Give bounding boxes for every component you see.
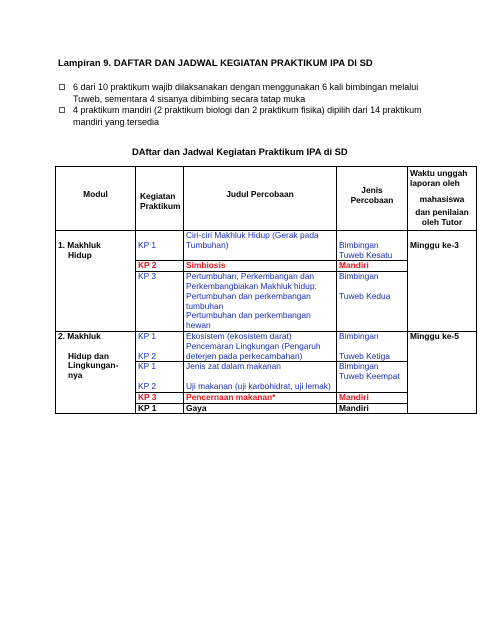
kp-cell: KP 3 bbox=[136, 272, 184, 332]
judul-cell: Ekosistem (ekosistem darat) Pencemaran Lingkungan (Pengaruh deterjen pada perkecambahan) bbox=[184, 331, 337, 361]
judul-cell: Pertumbuhan, Perkembangan dan Perkembangbiakan Makhluk hidup: Pertumbuhan dan perkembangan tumbuhan Pertumbuhan dan perkembangan hewan bbox=[184, 272, 337, 332]
kp-cell: KP 1 bbox=[136, 403, 184, 414]
bullet-item bbox=[58, 82, 438, 105]
table-row bbox=[56, 331, 477, 361]
jenis-cell: Bimbingan Tuweb Kedua bbox=[337, 272, 408, 332]
table-title: DAftar dan Jadwal Kegiatan Praktikum IPA di SD bbox=[132, 146, 348, 157]
header-waktu bbox=[408, 167, 477, 231]
header-waktu-line1: Waktu unggah laporan oleh bbox=[410, 168, 468, 188]
table-row bbox=[56, 230, 477, 260]
jenis-cell: Bimbingan Tuweb Kesatu bbox=[337, 230, 408, 260]
header-waktu-line3: dan penilaian oleh Tutor bbox=[415, 207, 469, 228]
judul-cell: Gaya bbox=[184, 403, 337, 414]
waktu-cell: Minggu ke-3 bbox=[408, 230, 477, 331]
header-waktu-line2: mahasiswa bbox=[419, 193, 465, 204]
checkbox-bullet-icon bbox=[59, 84, 65, 90]
checkbox-bullet-icon bbox=[59, 107, 65, 113]
kp-cell: KP 1 KP 2 bbox=[136, 362, 184, 392]
judul-cell: Jenis zat dalam makanan Uji makanan (uji karbohidrat, uji lemak) bbox=[184, 362, 337, 392]
waktu-cell: Minggu ke-5 bbox=[408, 331, 477, 413]
header-kegiatan: Kegiatan Praktikum bbox=[136, 167, 184, 231]
header-modul: Modul bbox=[56, 167, 136, 231]
modul-cell: 1. Makhluk Hidup bbox=[56, 230, 136, 331]
kp-cell: KP 3 bbox=[136, 392, 184, 403]
judul-cell: Pencernaan makanan* bbox=[184, 392, 337, 403]
schedule-table bbox=[55, 166, 477, 414]
kp-cell: KP 1 bbox=[136, 230, 184, 260]
kp-cell: KP 2 bbox=[136, 261, 184, 272]
judul-cell: Ciri-ciri Makhluk Hidup (Gerak pada Tumbuhan) bbox=[184, 230, 337, 260]
bullet-text: 6 dari 10 praktikum wajib dilaksanakan dengan menggunakan 6 kali bimbingan melalui Tuweb, sementara 4 sisanya dibimbing secara tatap muka bbox=[73, 82, 419, 104]
jenis-cell: Mandiri bbox=[337, 261, 408, 272]
bullet-list bbox=[58, 82, 438, 128]
bullet-item bbox=[58, 105, 438, 128]
page-title: Lampiran 9. DAFTAR DAN JADWAL KEGIATAN PRAKTIKUM IPA DI SD bbox=[58, 57, 373, 68]
jenis-cell: Mandiri bbox=[337, 392, 408, 403]
kp-cell: KP 1 KP 2 bbox=[136, 331, 184, 361]
jenis-cell: Bimbingan Tuweb Ketiga bbox=[337, 331, 408, 361]
header-jenis: Jenis Percobaan bbox=[337, 167, 408, 231]
modul-cell: 2. Makhluk Hidup dan Lingkungan-nya bbox=[56, 331, 136, 413]
header-judul: Judul Percobaan bbox=[184, 167, 337, 231]
bullet-text: 4 praktikum mandiri (2 praktikum biologi dan 2 praktikum fisika) dipilih dari 14 praktikum mandiri yang tersedia bbox=[73, 105, 422, 127]
jenis-cell: Mandiri bbox=[337, 403, 408, 414]
judul-cell: Simbiosis bbox=[184, 261, 337, 272]
jenis-cell: Bimbingan Tuweb Keempat bbox=[337, 362, 408, 392]
table-header-row bbox=[56, 167, 477, 231]
